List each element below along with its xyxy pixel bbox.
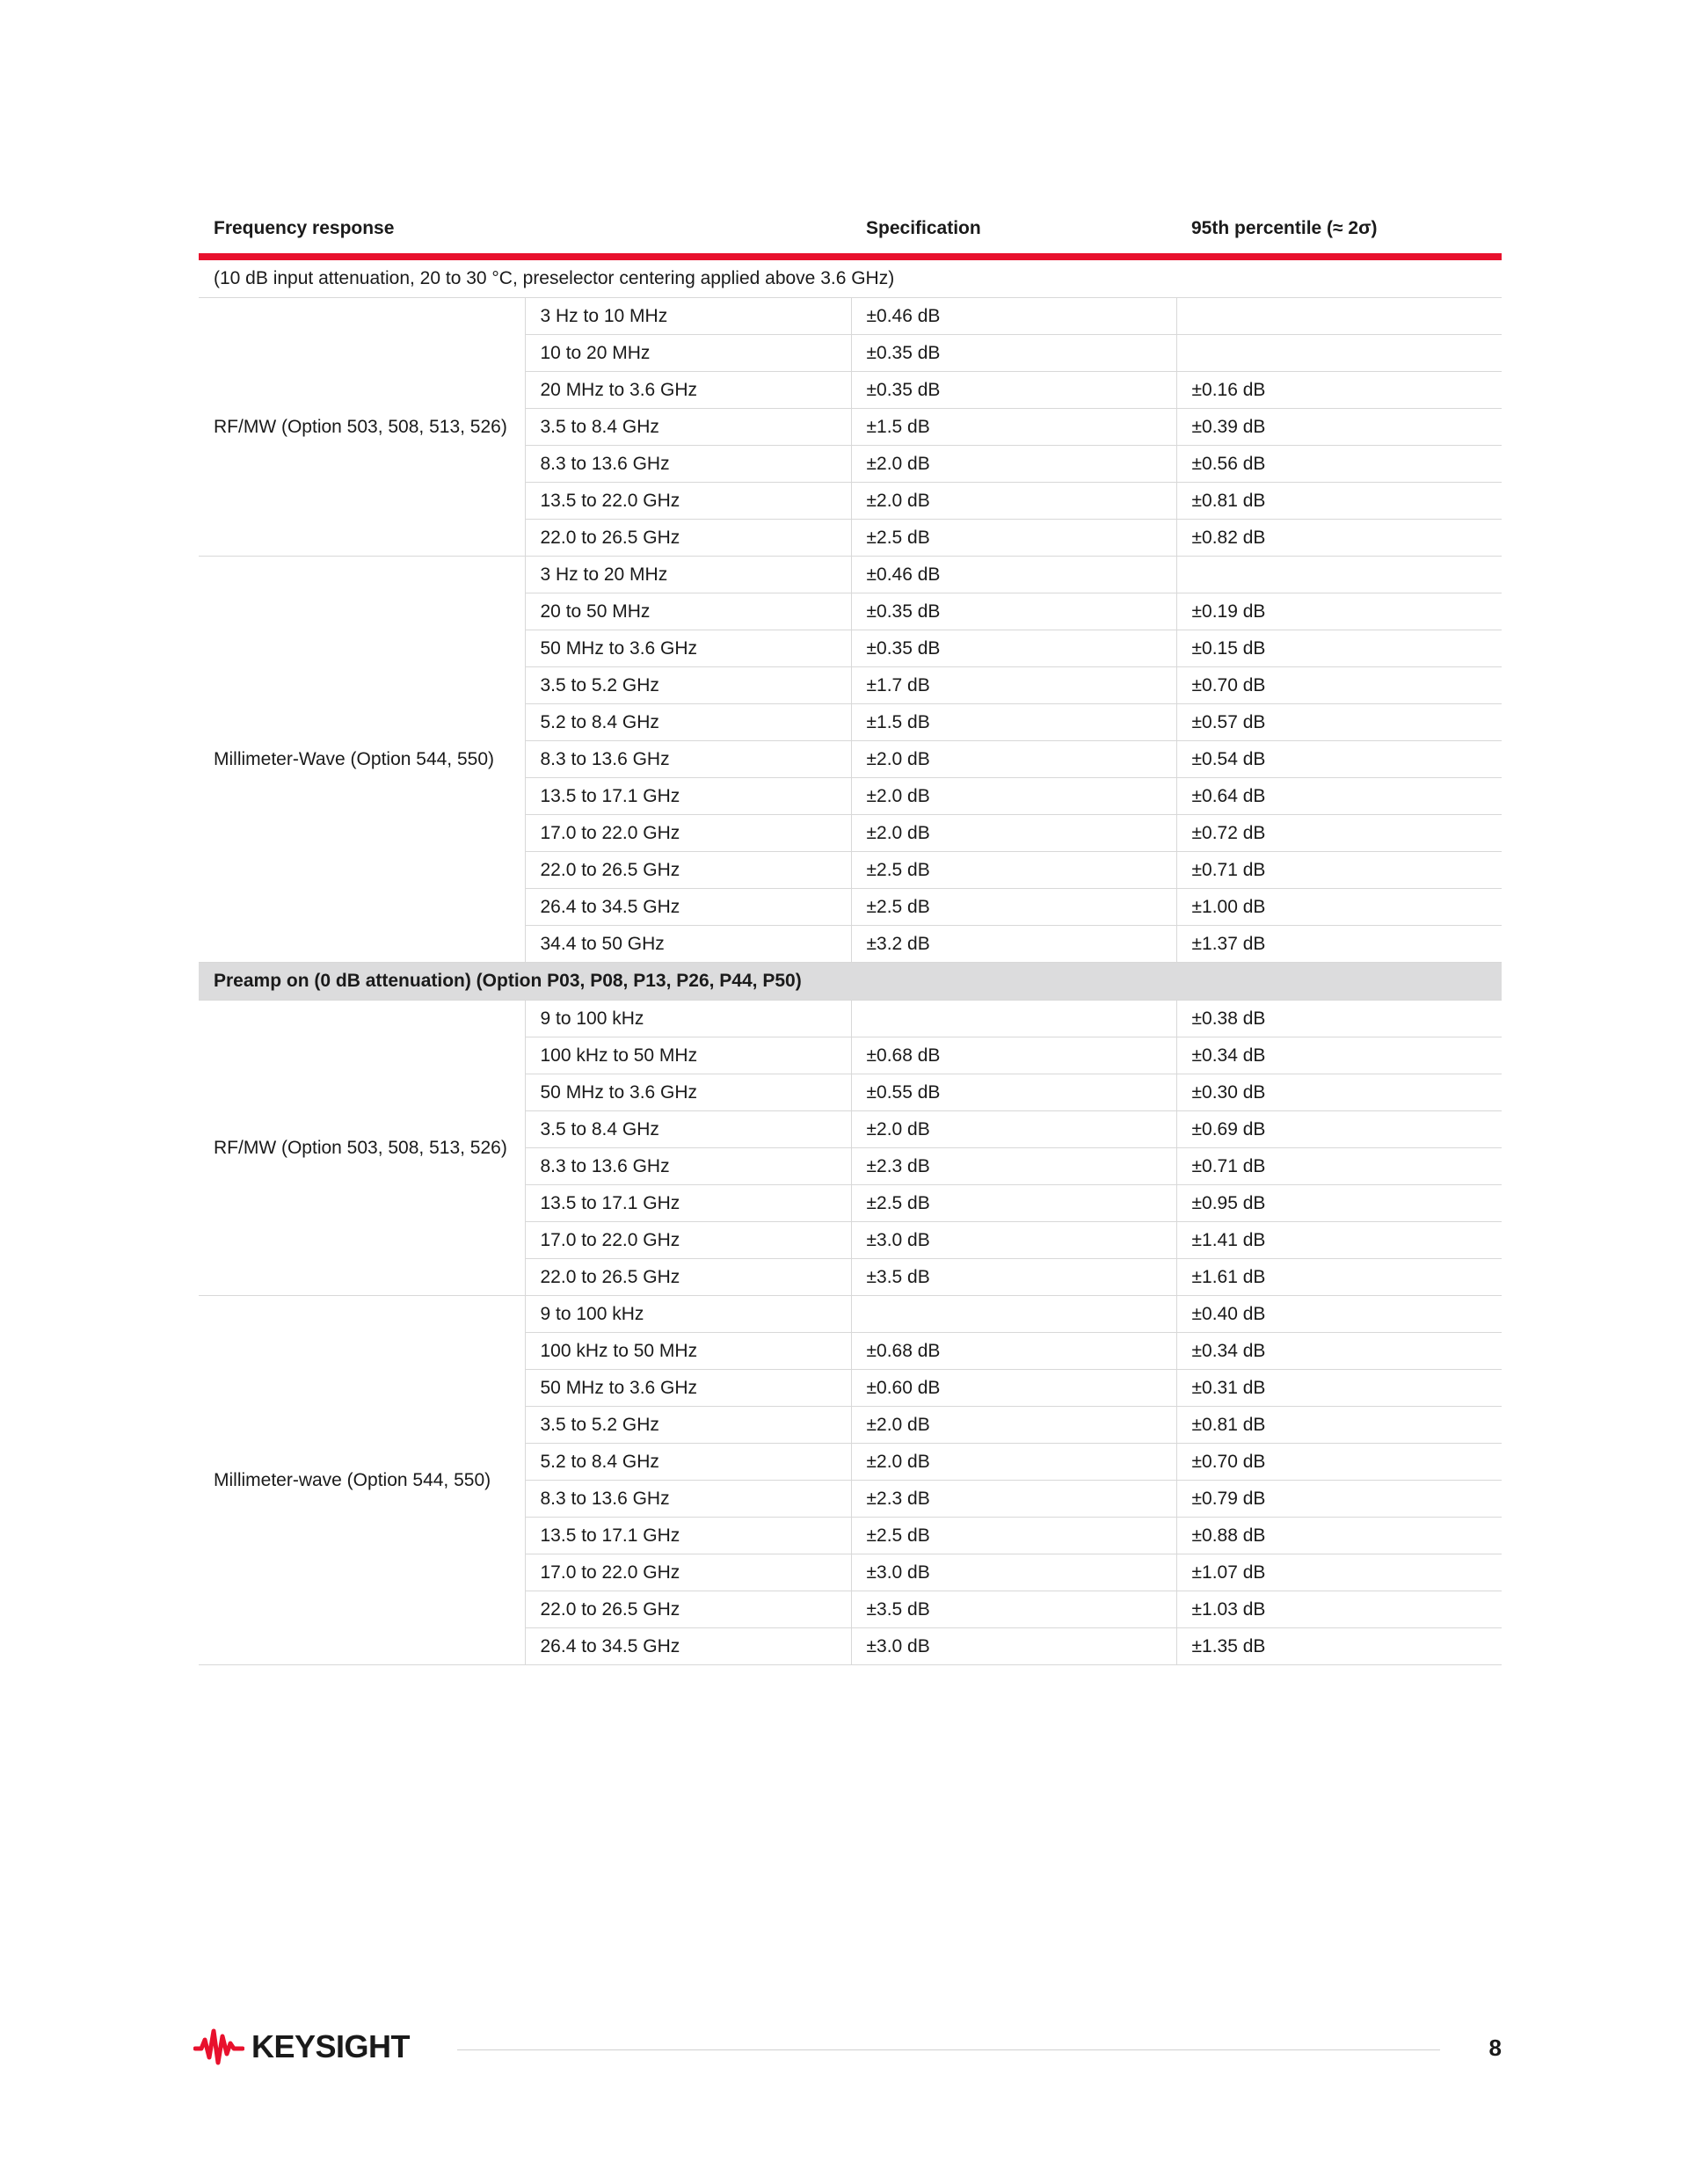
table-row <box>199 298 1502 335</box>
frequency-range-cell: 22.0 to 26.5 GHz <box>525 1259 851 1296</box>
percentile-cell: ±0.19 dB <box>1176 593 1502 630</box>
specification-cell: ±2.0 dB <box>851 815 1176 852</box>
conditions-note-row <box>199 257 1502 298</box>
percentile-cell: ±0.54 dB <box>1176 741 1502 778</box>
group-label: RF/MW (Option 503, 508, 513, 526) <box>199 1001 525 1296</box>
frequency-range-cell: 17.0 to 22.0 GHz <box>525 1222 851 1259</box>
frequency-range-cell: 22.0 to 26.5 GHz <box>525 520 851 557</box>
frequency-range-cell: 9 to 100 kHz <box>525 1296 851 1333</box>
header-range <box>525 204 851 257</box>
group-label: Millimeter-Wave (Option 544, 550) <box>199 557 525 963</box>
keysight-logo <box>193 2026 410 2068</box>
specification-cell: ±0.46 dB <box>851 298 1176 335</box>
specification-cell: ±2.0 dB <box>851 483 1176 520</box>
specification-cell: ±2.5 dB <box>851 1185 1176 1222</box>
percentile-cell: ±1.61 dB <box>1176 1259 1502 1296</box>
specification-cell: ±2.0 dB <box>851 1111 1176 1148</box>
frequency-range-cell: 17.0 to 22.0 GHz <box>525 1554 851 1591</box>
percentile-cell: ±0.70 dB <box>1176 667 1502 704</box>
brand-name: KEYSIGHT <box>251 2028 411 2064</box>
table-header-row <box>199 204 1502 257</box>
specification-cell: ±0.60 dB <box>851 1370 1176 1407</box>
group-label: RF/MW (Option 503, 508, 513, 526) <box>199 298 525 557</box>
frequency-range-cell: 3.5 to 8.4 GHz <box>525 409 851 446</box>
frequency-range-cell: 100 kHz to 50 MHz <box>525 1037 851 1074</box>
specification-cell: ±2.5 dB <box>851 852 1176 889</box>
frequency-range-cell: 17.0 to 22.0 GHz <box>525 815 851 852</box>
frequency-range-cell: 13.5 to 17.1 GHz <box>525 1185 851 1222</box>
percentile-cell <box>1176 335 1502 372</box>
footer-divider <box>457 2049 1440 2050</box>
percentile-cell: ±0.81 dB <box>1176 1407 1502 1444</box>
percentile-cell: ±0.34 dB <box>1176 1037 1502 1074</box>
frequency-range-cell: 26.4 to 34.5 GHz <box>525 1628 851 1665</box>
preamp-section-row <box>199 963 1502 1001</box>
specification-cell <box>851 1001 1176 1037</box>
percentile-cell: ±1.35 dB <box>1176 1628 1502 1665</box>
frequency-range-cell: 22.0 to 26.5 GHz <box>525 1591 851 1628</box>
specification-cell: ±3.2 dB <box>851 926 1176 963</box>
percentile-cell: ±0.95 dB <box>1176 1185 1502 1222</box>
percentile-cell: ±0.70 dB <box>1176 1444 1502 1481</box>
frequency-response-table <box>199 204 1502 1665</box>
page-number: 8 <box>1488 2035 1502 2061</box>
percentile-cell: ±0.72 dB <box>1176 815 1502 852</box>
percentile-cell: ±1.07 dB <box>1176 1554 1502 1591</box>
specification-cell: ±3.5 dB <box>851 1591 1176 1628</box>
specification-cell: ±0.35 dB <box>851 335 1176 372</box>
conditions-note: (10 dB input attenuation, 20 to 30 °C, preselector centering applied above 3.6 GHz) <box>199 257 1502 298</box>
frequency-range-cell: 100 kHz to 50 MHz <box>525 1333 851 1370</box>
specification-cell: ±0.35 dB <box>851 372 1176 409</box>
specification-cell: ±3.0 dB <box>851 1222 1176 1259</box>
percentile-cell: ±0.38 dB <box>1176 1001 1502 1037</box>
frequency-range-cell: 8.3 to 13.6 GHz <box>525 741 851 778</box>
frequency-range-cell: 13.5 to 17.1 GHz <box>525 1518 851 1554</box>
specification-cell: ±0.68 dB <box>851 1037 1176 1074</box>
frequency-range-cell: 50 MHz to 3.6 GHz <box>525 1074 851 1111</box>
percentile-cell: ±0.15 dB <box>1176 630 1502 667</box>
header-frequency-response: Frequency response <box>199 204 525 257</box>
header-specification: Specification <box>851 204 1176 257</box>
specification-cell: ±2.0 dB <box>851 1444 1176 1481</box>
specification-cell: ±2.0 dB <box>851 778 1176 815</box>
specification-cell: ±1.7 dB <box>851 667 1176 704</box>
percentile-cell: ±0.57 dB <box>1176 704 1502 741</box>
frequency-range-cell: 5.2 to 8.4 GHz <box>525 704 851 741</box>
specification-cell: ±1.5 dB <box>851 409 1176 446</box>
specification-cell: ±0.35 dB <box>851 630 1176 667</box>
header-95th-percentile: 95th percentile (≈ 2σ) <box>1176 204 1502 257</box>
frequency-range-cell: 3.5 to 5.2 GHz <box>525 667 851 704</box>
percentile-cell: ±0.71 dB <box>1176 1148 1502 1185</box>
specification-cell: ±0.46 dB <box>851 557 1176 593</box>
percentile-cell <box>1176 298 1502 335</box>
percentile-cell: ±0.81 dB <box>1176 483 1502 520</box>
percentile-cell: ±0.39 dB <box>1176 409 1502 446</box>
frequency-range-cell: 8.3 to 13.6 GHz <box>525 1481 851 1518</box>
specification-cell: ±2.5 dB <box>851 1518 1176 1554</box>
frequency-range-cell: 10 to 20 MHz <box>525 335 851 372</box>
percentile-cell: ±0.71 dB <box>1176 852 1502 889</box>
frequency-range-cell: 8.3 to 13.6 GHz <box>525 446 851 483</box>
percentile-cell: ±0.34 dB <box>1176 1333 1502 1370</box>
specification-cell: ±2.3 dB <box>851 1148 1176 1185</box>
specification-cell: ±2.5 dB <box>851 889 1176 926</box>
frequency-range-cell: 3 Hz to 20 MHz <box>525 557 851 593</box>
percentile-cell: ±1.03 dB <box>1176 1591 1502 1628</box>
percentile-cell: ±0.56 dB <box>1176 446 1502 483</box>
frequency-range-cell: 26.4 to 34.5 GHz <box>525 889 851 926</box>
specification-cell <box>851 1296 1176 1333</box>
specification-cell: ±1.5 dB <box>851 704 1176 741</box>
frequency-range-cell: 8.3 to 13.6 GHz <box>525 1148 851 1185</box>
percentile-cell: ±0.40 dB <box>1176 1296 1502 1333</box>
group-label: Millimeter-wave (Option 544, 550) <box>199 1296 525 1665</box>
percentile-cell: ±1.41 dB <box>1176 1222 1502 1259</box>
frequency-range-cell: 5.2 to 8.4 GHz <box>525 1444 851 1481</box>
frequency-range-cell: 3.5 to 5.2 GHz <box>525 1407 851 1444</box>
specification-cell: ±3.5 dB <box>851 1259 1176 1296</box>
percentile-cell: ±0.88 dB <box>1176 1518 1502 1554</box>
specification-cell: ±2.0 dB <box>851 1407 1176 1444</box>
percentile-cell: ±0.31 dB <box>1176 1370 1502 1407</box>
percentile-cell: ±0.16 dB <box>1176 372 1502 409</box>
percentile-cell: ±1.00 dB <box>1176 889 1502 926</box>
specification-cell: ±0.68 dB <box>851 1333 1176 1370</box>
specification-cell: ±3.0 dB <box>851 1628 1176 1665</box>
preamp-section-label: Preamp on (0 dB attenuation) (Option P03, P08, P13, P26, P44, P50) <box>199 963 1502 1001</box>
frequency-range-cell: 34.4 to 50 GHz <box>525 926 851 963</box>
keysight-wave-icon <box>193 2027 244 2066</box>
percentile-cell: ±0.30 dB <box>1176 1074 1502 1111</box>
frequency-range-cell: 13.5 to 17.1 GHz <box>525 778 851 815</box>
percentile-cell: ±0.82 dB <box>1176 520 1502 557</box>
frequency-range-cell: 20 to 50 MHz <box>525 593 851 630</box>
percentile-cell: ±0.64 dB <box>1176 778 1502 815</box>
table-row <box>199 557 1502 593</box>
frequency-range-cell: 9 to 100 kHz <box>525 1001 851 1037</box>
specification-cell: ±0.55 dB <box>851 1074 1176 1111</box>
percentile-cell: ±0.79 dB <box>1176 1481 1502 1518</box>
specification-cell: ±2.0 dB <box>851 741 1176 778</box>
percentile-cell: ±1.37 dB <box>1176 926 1502 963</box>
table-row <box>199 1296 1502 1333</box>
frequency-range-cell: 3.5 to 8.4 GHz <box>525 1111 851 1148</box>
percentile-cell <box>1176 557 1502 593</box>
frequency-range-cell: 20 MHz to 3.6 GHz <box>525 372 851 409</box>
table-row <box>199 1001 1502 1037</box>
specification-cell: ±2.0 dB <box>851 446 1176 483</box>
specification-cell: ±3.0 dB <box>851 1554 1176 1591</box>
specification-cell: ±2.5 dB <box>851 520 1176 557</box>
frequency-range-cell: 22.0 to 26.5 GHz <box>525 852 851 889</box>
frequency-range-cell: 13.5 to 22.0 GHz <box>525 483 851 520</box>
frequency-range-cell: 50 MHz to 3.6 GHz <box>525 630 851 667</box>
frequency-range-cell: 50 MHz to 3.6 GHz <box>525 1370 851 1407</box>
percentile-cell: ±0.69 dB <box>1176 1111 1502 1148</box>
specification-cell: ±2.3 dB <box>851 1481 1176 1518</box>
specification-cell: ±0.35 dB <box>851 593 1176 630</box>
table-body <box>199 257 1502 1665</box>
frequency-range-cell: 3 Hz to 10 MHz <box>525 298 851 335</box>
